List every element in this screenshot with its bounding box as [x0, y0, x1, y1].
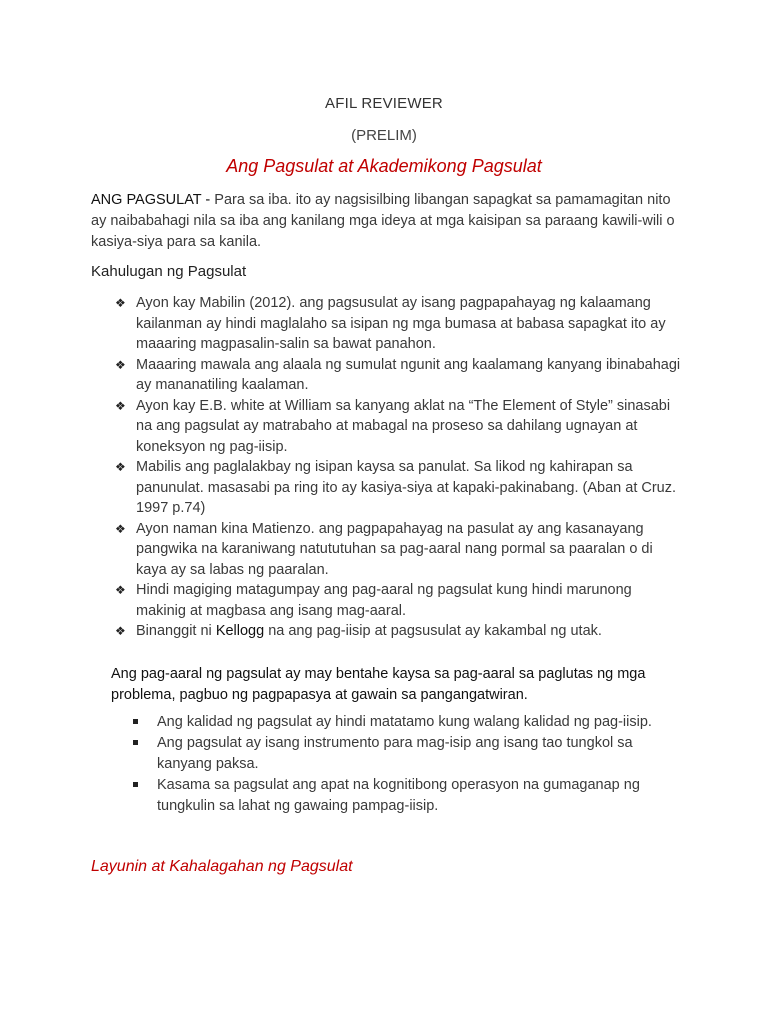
- list-item-text: Hindi magiging matagumpay ang pag-aaral ng pagsulat kung hindi marunong makinig at magbasa ang isang mag-aaral.: [136, 582, 632, 619]
- list-item-text: Maaaring mawala ang alaala ng sumulat ngunit ang kaalamang kanyang ibinabahagi ay mananatiling kaalaman.: [136, 356, 681, 393]
- list-item: [115, 293, 685, 355]
- document-subtitle: (PRELIM): [351, 127, 417, 144]
- kahulugan-list: [115, 293, 685, 642]
- list-item: [115, 621, 685, 642]
- list-item: [115, 457, 685, 519]
- intro-paragraph: [91, 190, 681, 253]
- diamond-bullet-icon: ❖: [115, 583, 126, 597]
- square-bullet-icon: [133, 740, 138, 745]
- document-title: AFIL REVIEWER: [325, 95, 443, 112]
- list-item: [133, 733, 683, 775]
- list-item: [115, 396, 685, 458]
- square-bullet-icon: [133, 782, 138, 787]
- kellogg-before: Binanggit ni: [136, 623, 216, 639]
- list-item-text: Ang pagsulat ay isang instrumento para mag-isip ang isang tao tungkol sa kanyang paksa.: [157, 735, 633, 772]
- diamond-bullet-icon: ❖: [115, 460, 126, 474]
- diamond-bullet-icon: ❖: [115, 398, 126, 413]
- layunin-heading: Layunin at Kahalagahan ng Pagsulat: [91, 858, 353, 875]
- list-item: [133, 712, 683, 733]
- section-heading: Ang Pagsulat at Akademikong Pagsulat: [226, 156, 542, 176]
- list-item-text: Ayon naman kina Matienzo. ang pagpapahayag na pasulat ay ang kasanayang pangwika na karaniwang natututuhan sa pag-aaral nang pormal sa paaralan o di kaya ay sa labas ng paaralan.: [136, 520, 653, 578]
- intro-text: Para sa iba. ito ay nagsisilbing libangan sapagkat sa pamamagitan nito ay naibabahagi nila sa iba ang kanilang mga ideya at mga kaisipan sa paraang kawili-wili o kasiya-siya para sa kanila.: [91, 192, 675, 250]
- square-list: [133, 712, 683, 817]
- list-item-text: Ang kalidad ng pagsulat ay hindi matatamo kung walang kalidad ng pag-iisip.: [157, 714, 652, 730]
- list-item-text: Ayon kay Mabilin (2012). ang pagsusulat ay isang pagpapahayag ng kalaamang kailanman ay hindi maglalaho sa isipan ng mga bumasa at babasa sapagkat ito ay maaaring magpasalin-salin sa bawat panahon.: [136, 295, 666, 352]
- diamond-bullet-icon: ❖: [115, 521, 126, 536]
- list-item-text: Mabilis ang paglalakbay ng isipan kaysa sa panulat. Sa likod ng kahirapan sa panunulat. masasabi pa ring ito ay kasiya-siya at kapaki-pakinabang. (Aban at Cruz. 1997 p.74): [136, 459, 677, 516]
- list-item: [115, 519, 685, 581]
- list-item-text: Kasama sa pagsulat ang apat na kognitibong operasyon na gumaganap ng tungkulin sa lahat ng gawaing pampag-iisip.: [157, 777, 640, 814]
- pag-aaral-paragraph: Ang pag-aaral ng pagsulat ay may bentahe kaysa sa pag-aaral sa paglutas ng mga problema, pagbuo ng pagpapasya at gawain sa pangangatwiran.: [111, 666, 646, 703]
- list-item-text: Ayon kay E.B. white at William sa kanyang aklat na “The Element of Style” sinasabi na ang pagsulat ay matrabaho at mabagal na proseso sa dahilang ugnayan at koneksyon ng pag-iisip.: [136, 397, 671, 455]
- kellogg-after: na ang pag-iisip at pagsusulat ay kakambal ng utak.: [264, 623, 602, 639]
- kellogg-name: Kellogg: [215, 623, 265, 639]
- list-item: [115, 355, 685, 396]
- diamond-bullet-icon: ❖: [115, 357, 126, 372]
- diamond-bullet-icon: ❖: [115, 624, 126, 638]
- intro-lead: ANG PAGSULAT -: [91, 192, 215, 208]
- square-bullet-icon: [133, 719, 138, 724]
- list-item: [133, 775, 683, 817]
- diamond-bullet-icon: ❖: [115, 296, 126, 310]
- list-item: [115, 580, 685, 621]
- kahulugan-heading: Kahulugan ng Pagsulat: [91, 263, 247, 280]
